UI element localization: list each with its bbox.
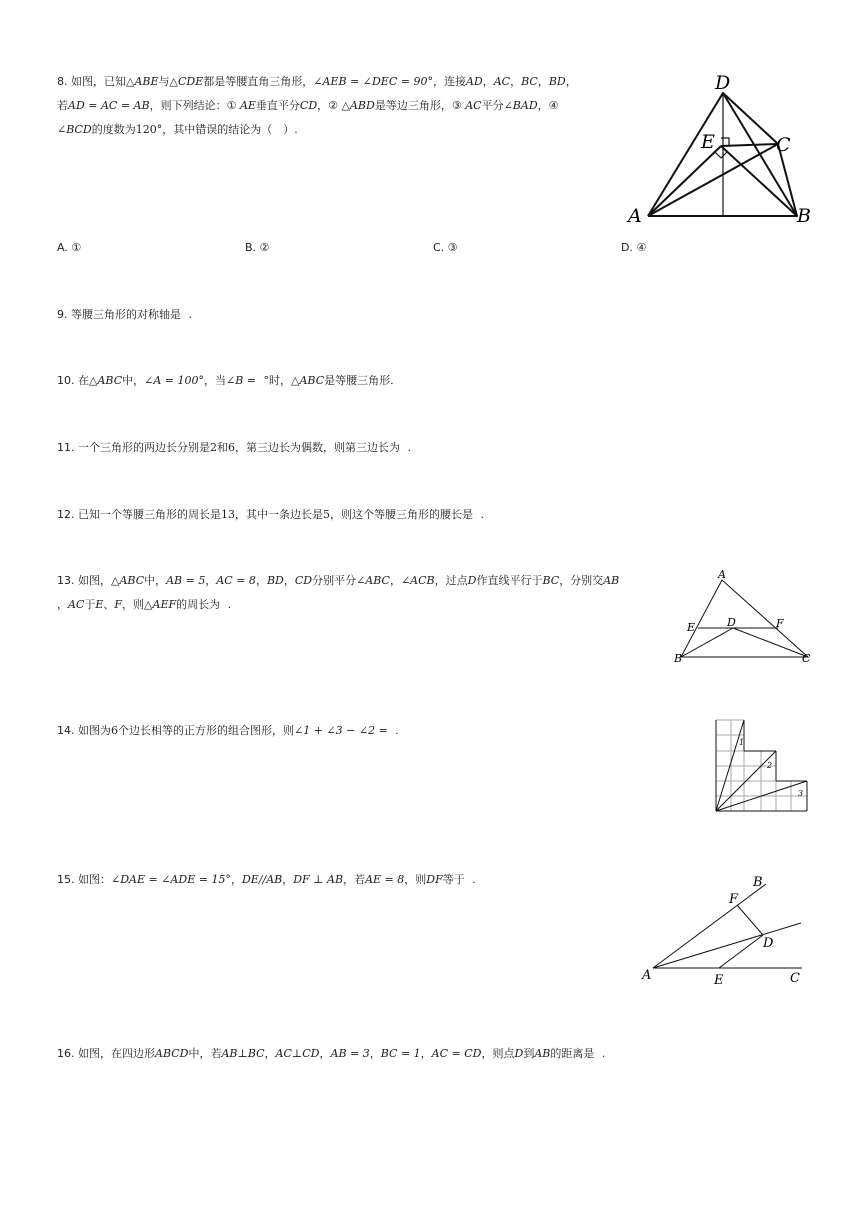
fig8-label-d: D (715, 72, 731, 94)
fig13-label-c: C (802, 652, 811, 665)
question-9: 9. 等腰三角形的对称轴是 . (57, 308, 192, 321)
question-8-line-1: 8. 如图，已知△ABE与△CDE都是等腰直角三角形，∠AEB = ∠DEC = 90°，连接AD，AC，BC，BD， (57, 75, 577, 88)
fig13-label-f: F (776, 617, 784, 630)
fig13-label-d: D (727, 616, 736, 629)
question-8-figure (620, 66, 820, 231)
fig15-label-f: F (729, 892, 739, 907)
question-8-option-a[interactable]: A. ① (57, 241, 82, 254)
fig15-label-e: E (714, 973, 724, 988)
fig14-angle-2: 2 (767, 761, 773, 770)
fig15-label-a: A (642, 968, 652, 983)
question-16: 16. 如图，在四边形ABCD中，若AB⊥BC，AC⊥CD，AB = 3，BC = 1，AC = CD，则点D到AB的距离是 . (57, 1047, 606, 1060)
question-8-line-2: 若AD = AC = AB，则下列结论：① AE垂直平分CD，② △ABD是等边三角形，③ AC平分∠BAD，④ (57, 99, 559, 112)
question-8-line-3: ∠BCD的度数为120°，其中错误的结论为（ ）. (57, 123, 298, 136)
fig13-label-e: E (687, 621, 696, 634)
question-8-option-d[interactable]: D. ④ (621, 241, 647, 254)
question-13-line-1: 13. 如图，△ABC中，AB = 5，AC = 8，BD，CD分别平分∠ABC，∠ACB，过点D作直线平行于BC，分别交AB (57, 574, 620, 587)
question-13-line-2: ，AC于E、F，则△AEF的周长为 . (57, 598, 232, 611)
question-8-option-b[interactable]: B. ② (245, 241, 270, 254)
fig14-angle-3: 3 (798, 789, 804, 798)
question-15-figure (638, 872, 808, 990)
fig8-label-e: E (701, 131, 715, 153)
fig8-label-b: B (797, 205, 811, 227)
fig15-label-c: C (790, 971, 800, 986)
fig13-label-a: A (718, 568, 726, 581)
question-8-option-c[interactable]: C. ③ (433, 241, 458, 254)
question-10: 10. 在△ABC中，∠A = 100°，当∠B = °时，△ABC是等腰三角形. (57, 374, 394, 387)
fig14-angle-1: 1 (739, 738, 745, 747)
question-13-figure (673, 568, 818, 668)
fig15-label-b: B (753, 875, 763, 890)
question-14-figure (714, 718, 810, 814)
question-11: 11. 一个三角形的两边长分别是2和6，第三边长为偶数，则第三边长为 . (57, 441, 411, 454)
question-14: 14. 如图为6个边长相等的正方形的组合图形，则∠1 + ∠3 − ∠2 = . (57, 724, 399, 737)
fig8-label-c: C (776, 134, 791, 156)
fig8-label-a: A (628, 205, 642, 227)
fig13-label-b: B (674, 652, 683, 665)
fig15-label-d: D (763, 936, 774, 951)
question-12: 12. 已知一个等腰三角形的周长是13，其中一条边长是5，则这个等腰三角形的腰长是 . (57, 508, 484, 521)
question-15: 15. 如图：∠DAE = ∠ADE = 15°，DE//AB，DF ⊥ AB，若AE = 8，则DF等于 . (57, 873, 476, 886)
